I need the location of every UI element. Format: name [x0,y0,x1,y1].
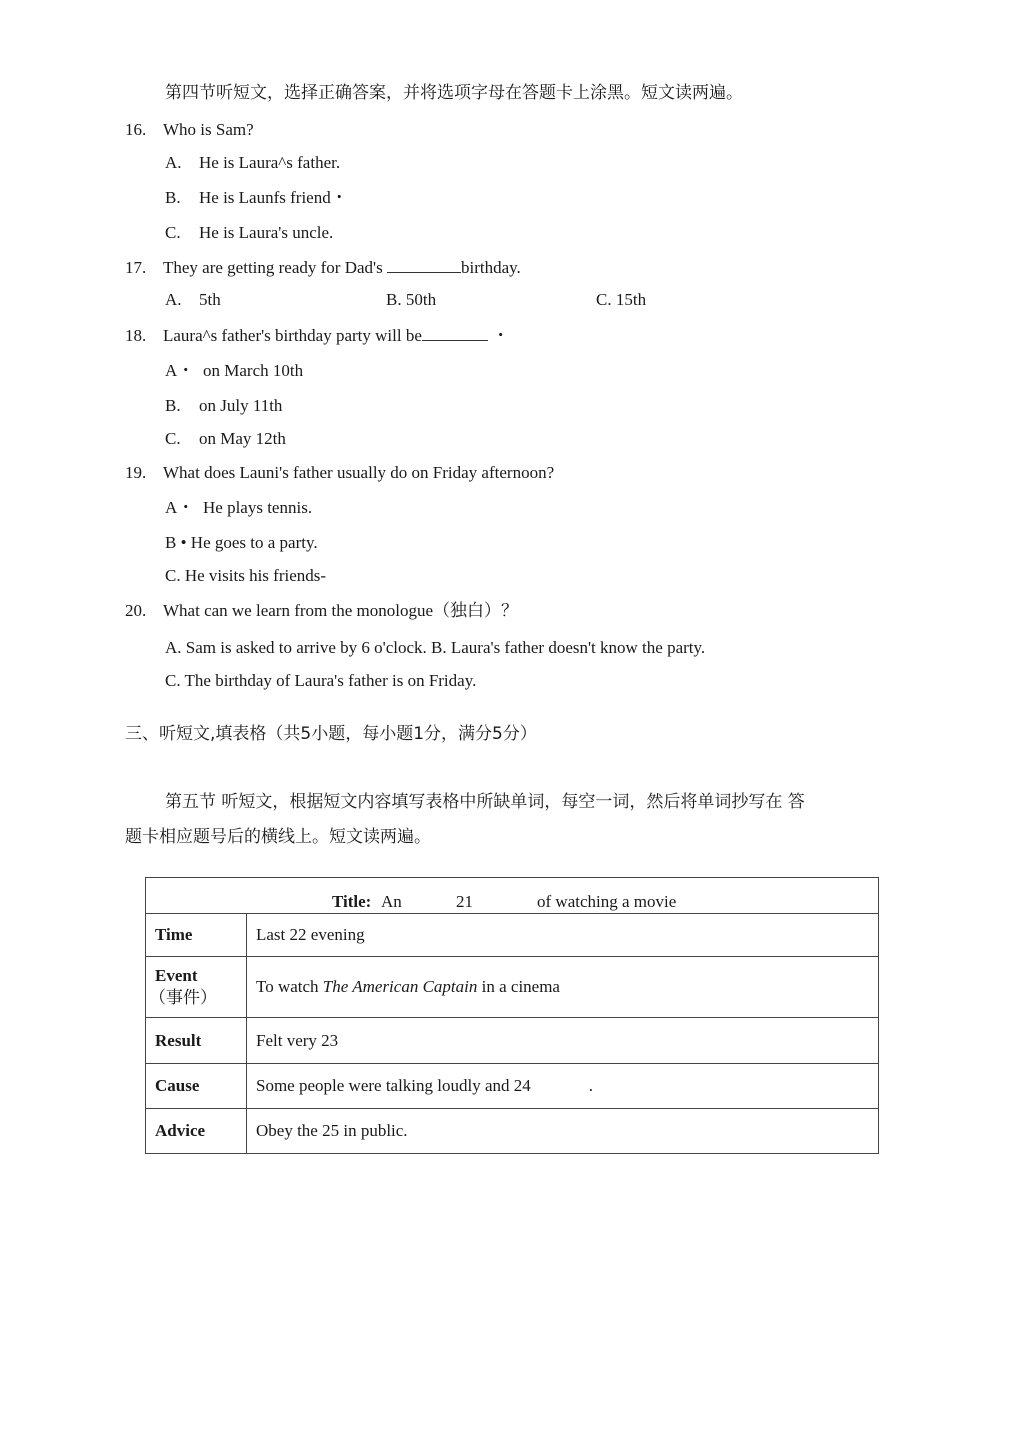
row-value: Felt very 23 [247,1018,879,1064]
option-label: A. [165,290,182,309]
question-18 [125,324,509,347]
option-text: 15th [615,290,647,309]
option-18a [165,360,303,382]
question-text: What does Launi's father usually do on Friday afternoon? [163,463,555,482]
table-title-blank-number: 21 [456,892,473,911]
question-19 [125,462,554,484]
table-title-row [146,878,879,914]
option-text: He goes to a party. [190,533,318,552]
part3-heading: 三、听短文,填表格（共5小题，每小题1分，满分5分） [125,724,537,744]
table-row-cause [146,1064,879,1109]
table-row-time [146,914,879,957]
option-17c [596,289,646,311]
option-text: He is Laura's uncle. [199,223,334,242]
question-number: 19. [125,463,147,482]
option-text: 5th [199,290,221,309]
row-label: Time [146,914,247,957]
question-text-after: ・ [492,326,510,345]
row-label: Advice [146,1109,247,1154]
table-title-cell [146,878,879,914]
row-value-before: To watch [256,977,323,996]
option-text: C. The birthday of Laura's father is on Friday. [165,671,477,690]
option-19a [165,497,312,519]
question-text: What can we learn from the monologue（独白）？ [163,601,519,620]
option-label: A・ [165,361,195,380]
option-text: A. Sam is asked to arrive by 6 o'clock. B. Laura's father doesn't know the party. [165,638,706,657]
option-18c [165,428,286,450]
section4-heading: 第四节听短文，选择正确答案，并将选项字母在答题卡上涂黑。短文读两遍。 [165,83,743,103]
section5-instruction-line1: 第五节 听短文，根据短文内容填写表格中所缺单词，每空一词，然后将单词抄写在 答 [165,792,805,812]
option-text: on July 11th [199,396,283,415]
option-label: C. [165,223,181,242]
option-label: A. [165,153,182,172]
question-16 [125,119,254,141]
question-number: 18. [125,326,147,345]
answer-blank [422,324,488,341]
option-label: B. [386,290,402,309]
option-16a [165,152,340,174]
question-number: 20. [125,601,147,620]
table-row-advice [146,1109,879,1154]
option-16c [165,222,333,244]
table-row-result [146,1018,879,1064]
option-label: B • [165,533,187,552]
question-text-before: Laura^s father's birthday party will be [163,326,422,345]
table-row-event [146,957,879,1018]
fill-in-table [145,877,879,1154]
option-label: A・ [165,498,195,517]
option-label: B. [165,188,181,207]
question-20 [125,600,518,622]
row-value: Last 22 evening [247,914,879,957]
question-text-before: They are getting ready for Dad's [163,258,383,277]
option-text: He is Laura^s father. [199,153,341,172]
option-text: on May 12th [199,429,286,448]
question-text: Who is Sam? [163,120,254,139]
row-value: Obey the 25 in public. [247,1109,879,1154]
row-label: Result [146,1018,247,1064]
question-number: 17. [125,258,147,277]
option-19b [165,532,318,554]
option-label: C. [596,290,612,309]
option-text: He visits his friends- [184,566,327,585]
row-label-sub: （事件） [149,988,217,1008]
question-number: 16. [125,120,147,139]
section5-instruction-line2: 题卡相应题号后的横线上。短文读两遍。 [125,827,431,847]
option-17b [386,289,436,311]
row-value-cell [247,957,879,1018]
row-value-tail: . [588,1076,594,1095]
row-value: Some people were talking loudly and 24 [256,1076,531,1095]
row-value-after: in a cinema [477,977,560,996]
table-title-article: An [381,892,402,911]
option-17a [165,289,221,311]
table-title-label: Title: [332,892,372,911]
table-title-rest: of watching a movie [537,892,677,911]
option-20c [165,670,476,692]
row-label: Event [155,966,198,985]
option-20ab [165,637,705,659]
row-label: Cause [146,1064,247,1109]
option-text: on March 10th [203,361,304,380]
option-text: He plays tennis. [203,498,313,517]
row-label-cell [146,957,247,1018]
option-label: C. [165,566,181,585]
option-text: He is Launfs friend・ [199,188,348,207]
option-19c [165,565,326,587]
option-text: 50th [405,290,437,309]
movie-title: The American Captain [322,977,478,996]
option-18b [165,395,282,417]
question-17 [125,256,521,279]
row-value-cell [247,1064,879,1109]
option-16b [165,187,348,209]
option-label: B. [165,396,181,415]
answer-blank [387,256,461,273]
option-label: C. [165,429,181,448]
question-text-after: birthday. [460,258,521,277]
